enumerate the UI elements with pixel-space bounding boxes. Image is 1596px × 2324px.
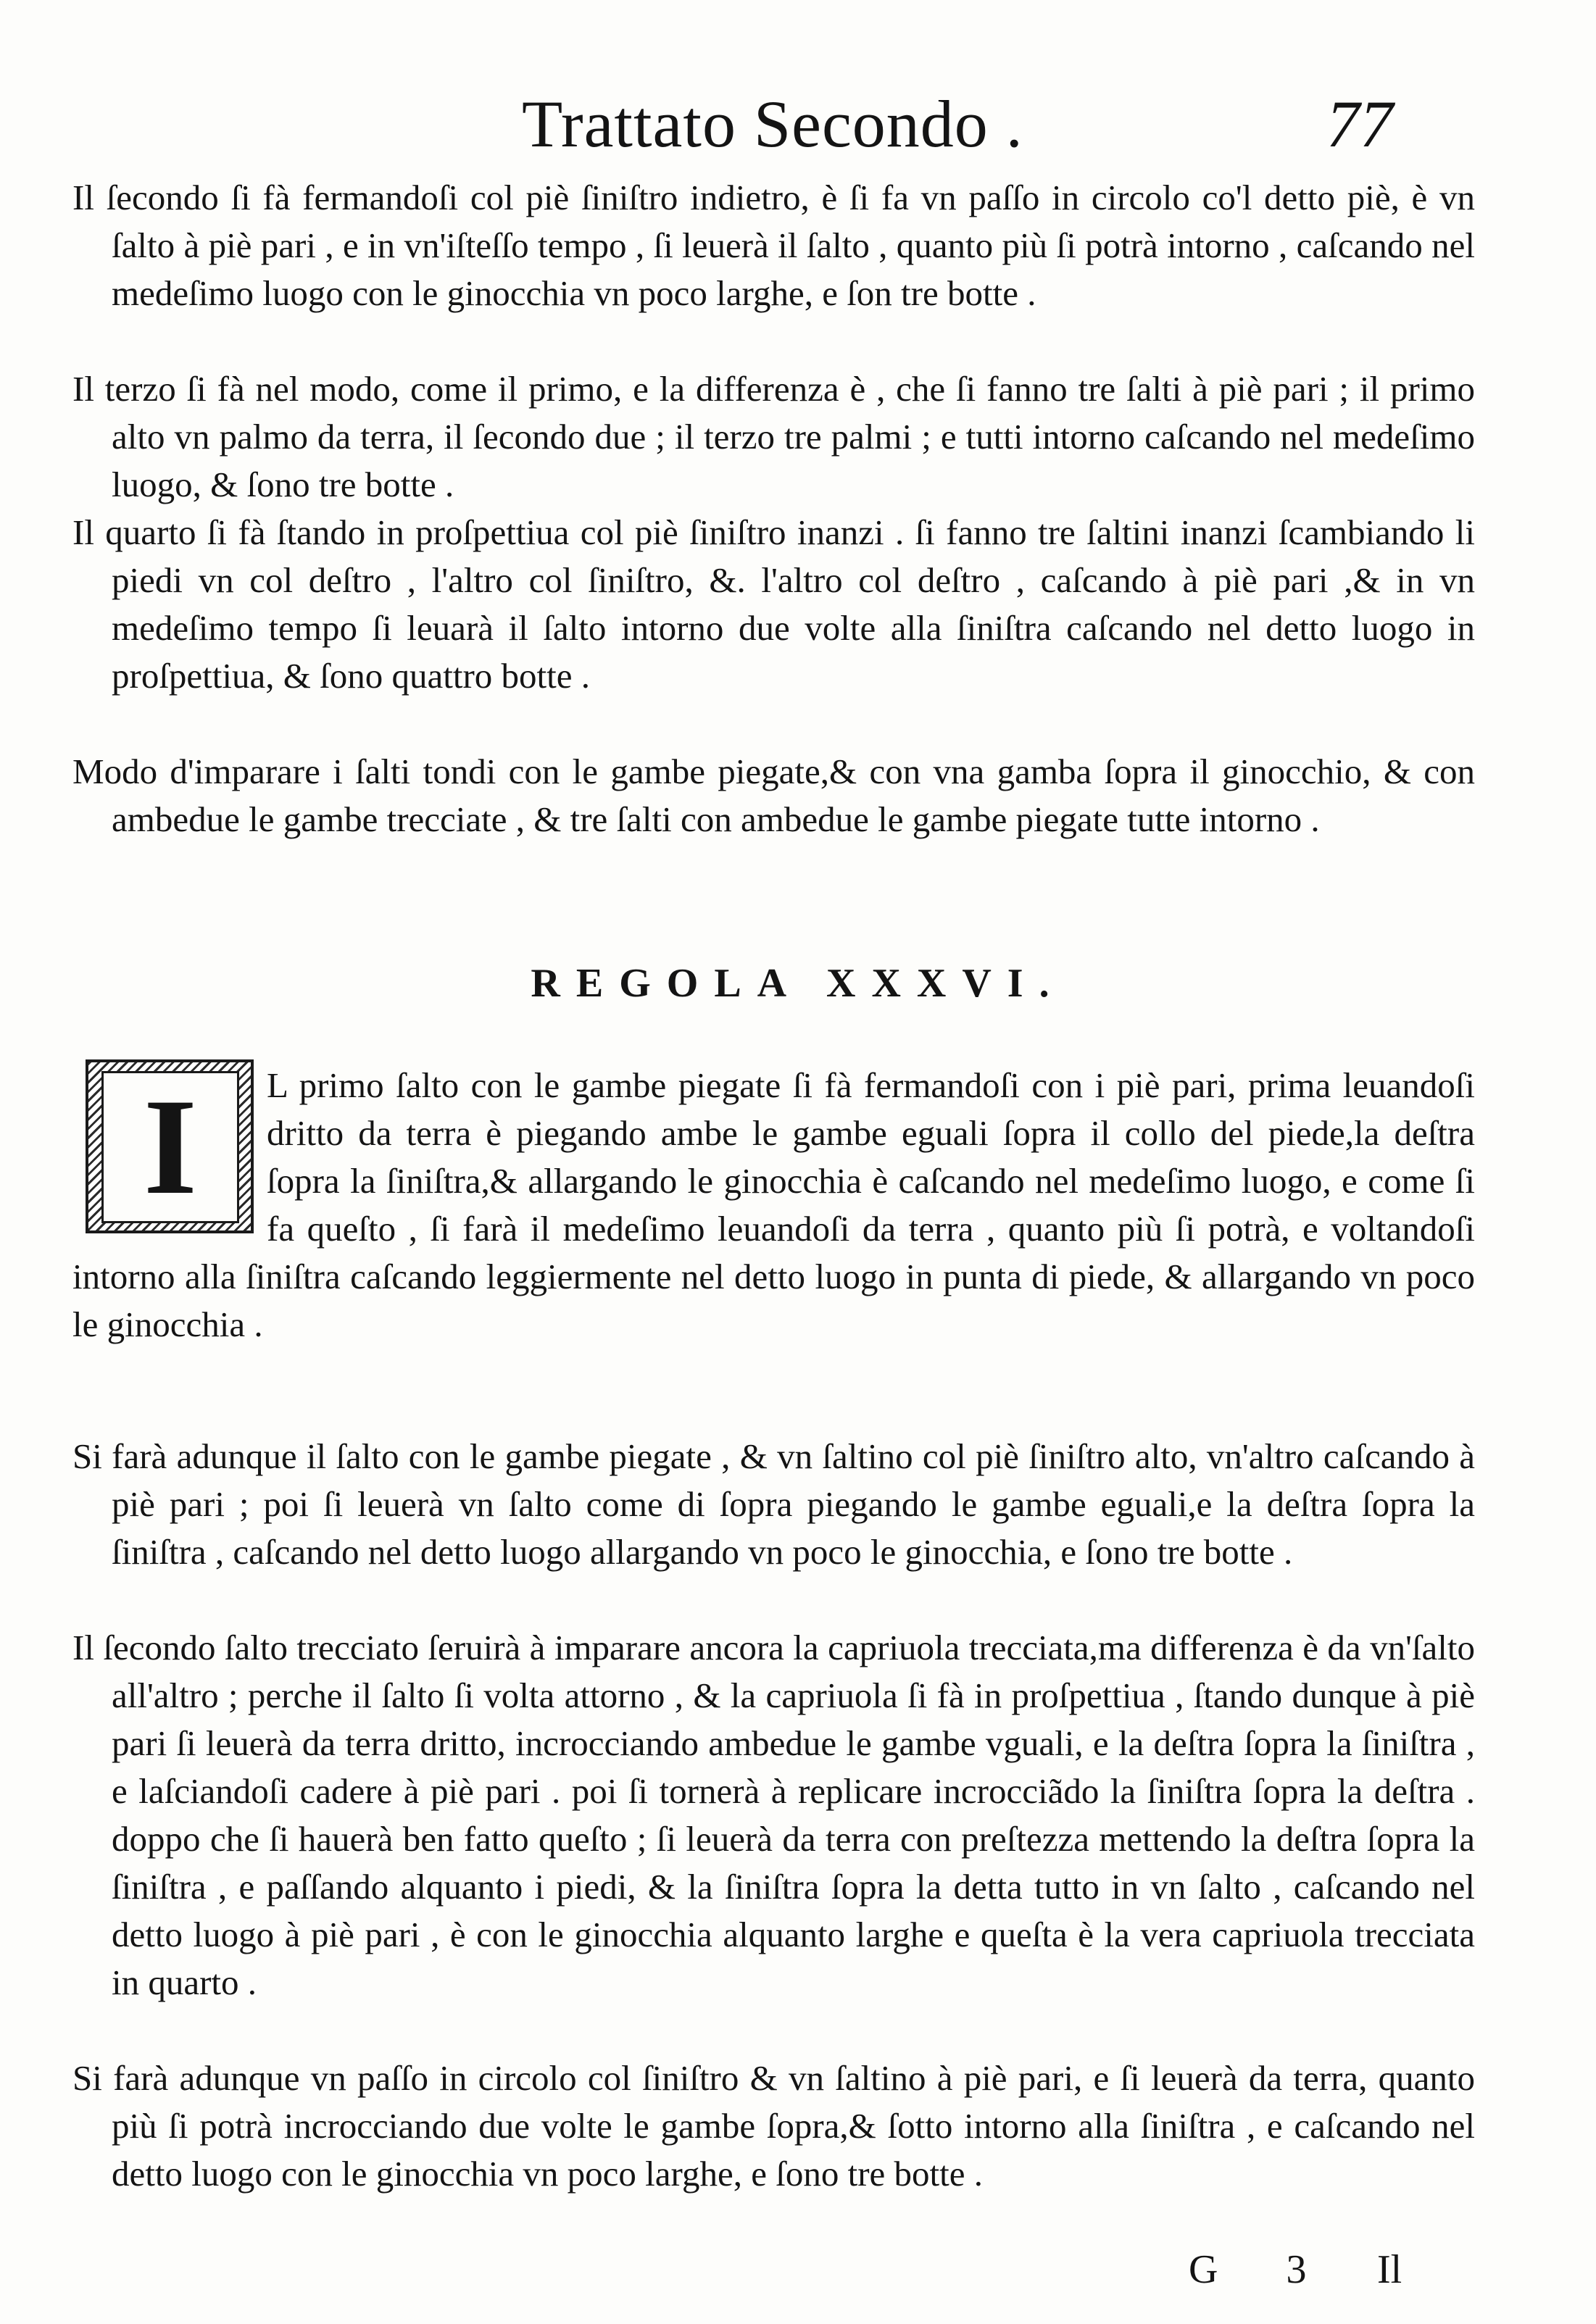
paragraph-primo-salto <box>72 1062 1475 1349</box>
paragraph-quarto: Il quarto ſi fà ſtando in proſpettiua col piè ſiniſtro inanzi . ſi fanno tre ſaltini inanzi ſcambiando li piedi vn col deſtro , l'altro col ſiniſtro, &. l'altro col deſtro , caſcando à piè pari ,& in vn medeſimo tempo ſi leuarà il ſalto intorno due volte alla ſiniſtra caſcando nel detto luogo in proſpettiua, & ſono quattro botte . <box>72 512 1475 696</box>
catchword: Il <box>1377 2247 1402 2292</box>
paragraph-si-fara: Si farà adunque il ſalto con le gambe piegate , & vn ſaltino col piè ſiniſtro alto, vn'altro caſcando à piè pari ; poi ſi leuerà vn ſalto come di ſopra piegando le gambe eguali,e la deſtra ſopra la ſiniſtra , caſcando nel detto luogo allargando vn poco le ginocchia, e ſono tre botte . <box>72 1436 1475 1572</box>
paragraph-secondo-salto: Il ſecondo ſalto trecciato ſeruirà à imparare ancora la capriuola trecciata,ma differenza è da vn'ſalto all'altro ; perche il ſalto ſi volta attorno , & la capriuola ſi fà in proſpettiua , ſtando dunque à piè pari ſi leuerà da terra dritto, incrocciando ambedue le gambe vguali, e la deſtra ſopra la ſiniſtra , e laſciandoſi cadere à piè pari . poi ſi tornerà à replicare incrocciãdo la ſiniſtra ſopra la deſtra . doppo che ſi hauerà ben fatto queſto ; ſi leuerà da terra con preſtezza mettendo la deſtra ſopra la ſiniſtra , e paſſando alquanto i piedi, & la ſiniſtra ſopra la detta tutto in vn ſalto , caſcando nel detto luogo à piè pari , è con le ginocchia alquanto larghe e queſta è la vera capriuola trecciata in quarto . <box>72 1628 1475 2002</box>
paragraph-secondo: Il ſecondo ſi fà fermandoſi col piè ſiniſtro indietro, è ſi fa vn paſſo in circolo co'l detto piè, è vn ſalto à piè pari , e in vn'iſteſſo tempo , ſi leuerà il ſalto , quanto più ſi potrà intorno , caſcando nel medeſimo luogo con le ginocchia vn poco larghe, e ſon tre botte . <box>72 178 1475 313</box>
running-title: Trattato Secondo . <box>522 87 1023 161</box>
page-number: 77 <box>1326 87 1393 161</box>
initial-letter: I <box>101 1071 239 1223</box>
section-heading: REGOLA XXXVI. <box>531 961 1065 1006</box>
paragraph-primo-salto-text: L primo ſalto con le gambe piegate ſi fà fermandoſi con i piè pari, prima leuandoſi dritto da terra è piegando ambe le gambe eguali ſopra il collo del piede,la deſtra ſopra la ſiniſtra,& allargando le ginocchia è caſcando nel medeſimo luogo, e come ſi fa queſto , ſi farà il medeſimo leuandoſi da terra , quanto più ſi potrà, e voltandoſi intorno alla ſiniſtra caſcando leggiermente nel detto luogo in punta di piede, & allargando vn poco le ginocchia . <box>72 1065 1475 1344</box>
paragraph-modo: Modo d'imparare i ſalti tondi con le gambe piegate,& con vna gamba ſopra il ginocchio, & con ambedue le gambe trecciate , & tre ſalti con ambedue le gambe piegate tutte intorno . <box>72 751 1475 839</box>
paragraph-si-fara-passo: Si farà adunque vn paſſo in circolo col ſiniſtro & vn ſaltino à piè pari, e ſi leuerà da terra, quanto più ſi potrà incrocciando due volte le gambe ſopra,& ſotto intorno alla ſiniſtra , e caſcando nel detto luogo con le ginocchia vn poco larghe, e ſono tre botte . <box>72 2058 1475 2194</box>
signature-mark: G 3 <box>1189 2247 1336 2292</box>
decorated-initial-icon <box>86 1059 254 1233</box>
running-head <box>0 86 1596 165</box>
paragraph-terzo: Il terzo ſi fà nel modo, come il primo, e la differenza è , che ſi fanno tre ſalti à piè pari ; il primo alto vn palmo da terra, il ſecondo due ; il terzo tre palmi ; e tutti intorno caſcando nel medeſimo luogo, & ſono tre botte . <box>72 369 1475 504</box>
